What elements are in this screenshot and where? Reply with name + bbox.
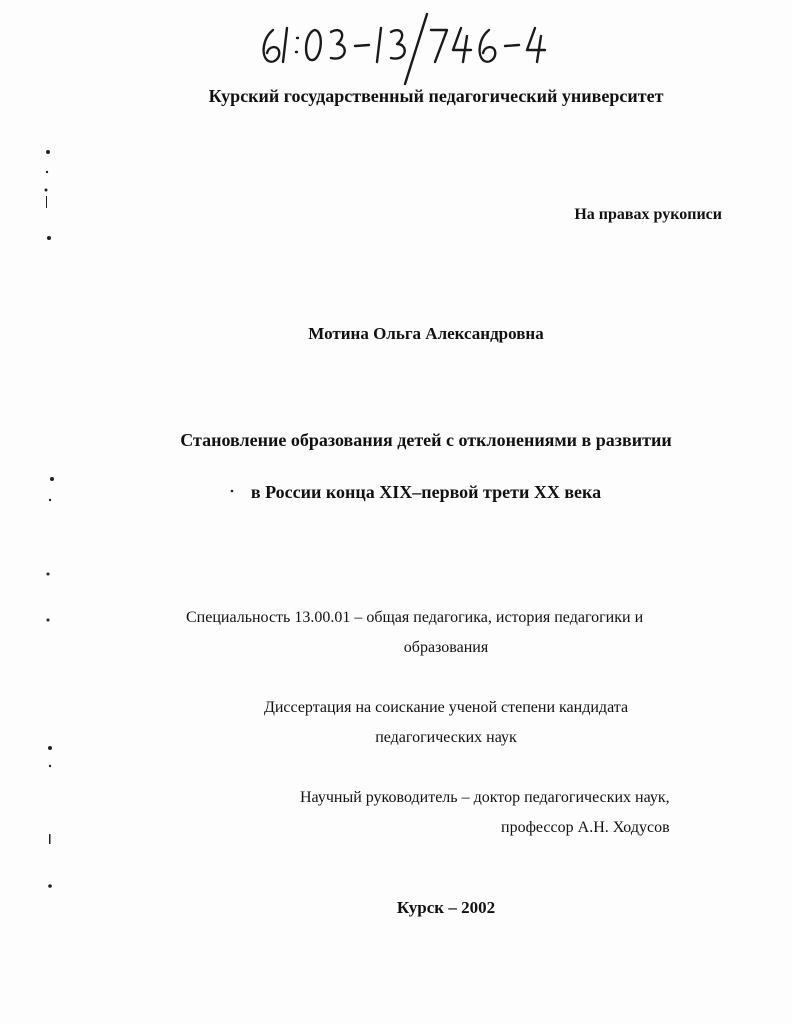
rights-notice: На правах рукописи (574, 206, 722, 223)
scan-speck (49, 834, 51, 844)
supervisor-line-1: Научный руководитель – доктор педагогических наук, (300, 789, 670, 806)
scan-speck (46, 171, 48, 173)
scan-speck (45, 189, 48, 192)
university-name: Курский государственный педагогический университет (208, 86, 664, 106)
handwritten-code-drawing (255, 8, 555, 88)
supervisor-line-2: профессор А.Н. Ходусов (501, 819, 670, 836)
scan-speck (46, 196, 47, 208)
scan-speck (50, 477, 54, 481)
dissertation-line-2: педагогических наук (375, 729, 517, 746)
dissertation-line-1: Диссертация на соискание ученой степени кандидата (263, 699, 629, 716)
author-name: Мотина Ольга Александровна (308, 324, 544, 343)
scan-speck (47, 573, 50, 576)
title-line-1: Становление образования детей с отклонениями в развитии (180, 430, 672, 450)
scan-speck (47, 619, 50, 622)
scan-speck (48, 884, 52, 888)
city-year: Курск – 2002 (396, 898, 496, 917)
specialty-line-1: Специальность 13.00.01 – общая педагогика, история педагогики и (186, 609, 644, 626)
scan-speck (49, 765, 51, 767)
specialty-line-2: образования (403, 639, 489, 656)
scan-speck (47, 236, 51, 240)
title-line-2: в России конца XIX–первой трети XX века (250, 482, 602, 502)
scan-speck (46, 150, 50, 154)
handwritten-archive-code (255, 8, 555, 88)
